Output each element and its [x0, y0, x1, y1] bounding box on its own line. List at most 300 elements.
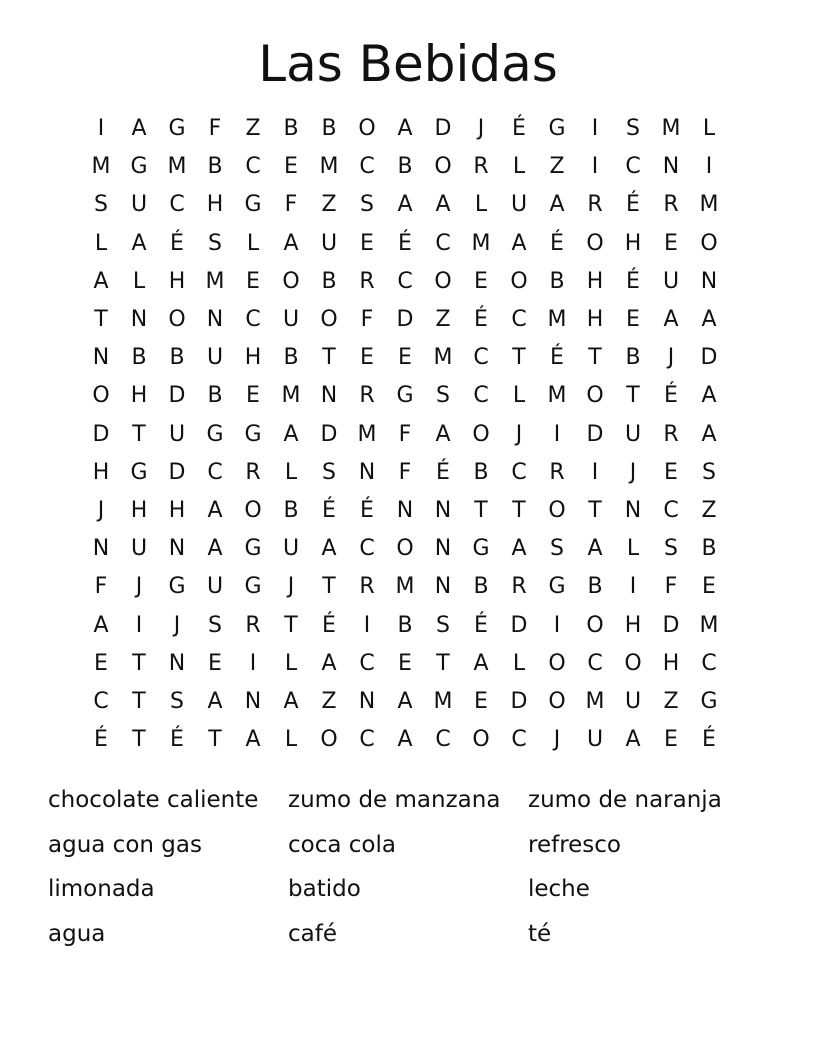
grid-letter: I	[591, 154, 599, 180]
grid-letter: J	[97, 497, 105, 523]
grid-letter: S	[702, 459, 716, 485]
grid-letter: I	[591, 116, 599, 142]
grid-letter: A	[207, 497, 223, 523]
grid-letter: L	[512, 154, 526, 180]
grid-letter: C	[511, 459, 527, 485]
word-list-item: batido	[288, 876, 361, 902]
grid-letter: E	[284, 154, 298, 180]
grid-letter: O	[396, 536, 414, 562]
grid-letter: A	[207, 688, 223, 714]
grid-letter: Z	[549, 154, 565, 180]
grid-letter: A	[473, 650, 489, 676]
grid-letter: O	[434, 268, 452, 294]
grid-letter: D	[434, 116, 452, 142]
grid-letter: L	[512, 650, 526, 676]
grid-letter: O	[510, 268, 528, 294]
grid-letter: B	[473, 459, 489, 485]
grid-letter: H	[130, 383, 148, 409]
grid-letter: A	[435, 192, 451, 218]
grid-letter: C	[245, 154, 261, 180]
grid-letter: A	[701, 383, 717, 409]
grid-letter: H	[244, 345, 262, 371]
grid-letter: M	[167, 154, 187, 180]
grid-letter: É	[170, 230, 184, 256]
grid-letter: O	[700, 230, 718, 256]
grid-letter: N	[206, 307, 224, 333]
grid-letter: O	[548, 497, 566, 523]
grid-letter: F	[284, 192, 298, 218]
grid-letter: A	[397, 192, 413, 218]
grid-letter: C	[169, 192, 185, 218]
grid-letter: A	[283, 688, 299, 714]
grid-letter: S	[626, 116, 640, 142]
grid-row	[82, 721, 728, 759]
grid-letter: É	[512, 116, 526, 142]
grid-letter: S	[436, 612, 450, 638]
grid-row	[82, 263, 728, 301]
grid-letter: Z	[321, 192, 337, 218]
grid-letter: E	[474, 268, 488, 294]
grid-letter: É	[626, 268, 640, 294]
grid-letter: U	[510, 192, 528, 218]
grid-letter: M	[395, 574, 415, 600]
grid-letter: A	[701, 421, 717, 447]
grid-letter: B	[625, 345, 641, 371]
grid-letter: É	[626, 192, 640, 218]
grid-letter: D	[510, 612, 528, 638]
grid-letter: U	[586, 727, 604, 753]
grid-letter: B	[131, 345, 147, 371]
grid-letter: E	[474, 688, 488, 714]
grid-row	[82, 186, 728, 224]
grid-letter: L	[132, 268, 146, 294]
grid-letter: C	[511, 307, 527, 333]
grid-letter: A	[701, 307, 717, 333]
grid-letter: O	[586, 612, 604, 638]
grid-letter: C	[93, 688, 109, 714]
grid-letter: S	[436, 383, 450, 409]
grid-letter: G	[130, 154, 148, 180]
grid-row	[82, 377, 728, 415]
grid-letter: F	[398, 421, 412, 447]
grid-letter: G	[396, 383, 414, 409]
grid-letter: R	[663, 421, 679, 447]
grid-letter: A	[435, 421, 451, 447]
grid-letter: G	[244, 574, 262, 600]
word-list-item: zumo de naranja	[528, 787, 722, 813]
grid-letter: É	[322, 497, 336, 523]
grid-letter: B	[283, 345, 299, 371]
grid-letter: R	[359, 574, 375, 600]
grid-letter: L	[474, 192, 488, 218]
grid-letter: I	[135, 612, 143, 638]
grid-letter: I	[553, 421, 561, 447]
grid-letter: A	[131, 116, 147, 142]
grid-letter: S	[664, 536, 678, 562]
grid-letter: N	[662, 154, 680, 180]
grid-letter: É	[322, 612, 336, 638]
grid-letter: U	[624, 421, 642, 447]
grid-letter: T	[208, 727, 222, 753]
grid-letter: N	[434, 536, 452, 562]
grid-letter: U	[168, 421, 186, 447]
grid-letter: N	[624, 497, 642, 523]
grid-letter: G	[168, 574, 186, 600]
grid-letter: B	[207, 383, 223, 409]
grid-letter: É	[436, 459, 450, 485]
grid-letter: L	[284, 459, 298, 485]
grid-letter: I	[363, 612, 371, 638]
grid-letter: É	[474, 612, 488, 638]
grid-letter: O	[358, 116, 376, 142]
grid-letter: C	[359, 727, 375, 753]
grid-letter: O	[586, 383, 604, 409]
grid-letter: D	[510, 688, 528, 714]
grid-letter: G	[548, 574, 566, 600]
grid-letter: C	[435, 727, 451, 753]
grid-row	[82, 301, 728, 339]
grid-letter: U	[206, 345, 224, 371]
grid-letter: B	[207, 154, 223, 180]
grid-letter: R	[245, 459, 261, 485]
grid-letter: I	[97, 116, 105, 142]
grid-letter: M	[205, 268, 225, 294]
grid-letter: J	[287, 574, 295, 600]
grid-letter: D	[396, 307, 414, 333]
grid-letter: M	[699, 612, 719, 638]
grid-letter: T	[94, 307, 108, 333]
grid-letter: N	[92, 345, 110, 371]
grid-letter: É	[360, 497, 374, 523]
grid-letter: T	[132, 650, 146, 676]
grid-letter: A	[321, 650, 337, 676]
grid-letter: H	[92, 459, 110, 485]
grid-letter: T	[512, 497, 526, 523]
grid-letter: G	[700, 688, 718, 714]
grid-letter: S	[170, 688, 184, 714]
grid-letter: F	[94, 574, 108, 600]
grid-letter: L	[284, 727, 298, 753]
grid-letter: T	[322, 345, 336, 371]
grid-letter: S	[94, 192, 108, 218]
grid-letter: A	[511, 536, 527, 562]
grid-letter: E	[360, 345, 374, 371]
grid-letter: D	[586, 421, 604, 447]
grid-letter: M	[433, 688, 453, 714]
grid-letter: C	[359, 650, 375, 676]
grid-letter: H	[168, 268, 186, 294]
grid-row	[82, 645, 728, 683]
grid-row	[82, 110, 728, 148]
grid-letter: N	[396, 497, 414, 523]
word-list-item: chocolate caliente	[48, 787, 259, 813]
grid-letter: R	[663, 192, 679, 218]
grid-letter: N	[130, 307, 148, 333]
grid-letter: R	[549, 459, 565, 485]
grid-row	[82, 225, 728, 263]
grid-letter: R	[245, 612, 261, 638]
grid-letter: R	[473, 154, 489, 180]
grid-letter: E	[664, 459, 678, 485]
grid-letter: H	[168, 497, 186, 523]
grid-letter: B	[549, 268, 565, 294]
grid-letter: A	[511, 230, 527, 256]
grid-letter: H	[624, 612, 642, 638]
grid-letter: B	[397, 154, 413, 180]
grid-letter: E	[94, 650, 108, 676]
grid-letter: M	[319, 154, 339, 180]
grid-letter: C	[435, 230, 451, 256]
grid-letter: M	[661, 116, 681, 142]
grid-letter: D	[92, 421, 110, 447]
grid-letter: H	[624, 230, 642, 256]
grid-letter: T	[436, 650, 450, 676]
grid-letter: L	[626, 536, 640, 562]
grid-letter: A	[207, 536, 223, 562]
grid-letter: S	[208, 612, 222, 638]
grid-letter: O	[472, 421, 490, 447]
grid-letter: É	[474, 307, 488, 333]
grid-letter: A	[245, 727, 261, 753]
grid-letter: S	[208, 230, 222, 256]
grid-row	[82, 606, 728, 644]
grid-letter: O	[282, 268, 300, 294]
grid-letter: A	[587, 536, 603, 562]
grid-letter: N	[358, 688, 376, 714]
grid-letter: M	[547, 383, 567, 409]
grid-letter: H	[206, 192, 224, 218]
grid-letter: T	[132, 421, 146, 447]
word-list-item: té	[528, 920, 552, 947]
grid-letter: H	[586, 307, 604, 333]
grid-letter: F	[398, 459, 412, 485]
grid-letter: É	[94, 727, 108, 753]
grid-letter: É	[702, 727, 716, 753]
word-list-item: agua	[48, 920, 106, 947]
grid-letter: F	[208, 116, 222, 142]
grid-letter: B	[169, 345, 185, 371]
grid-letter: C	[397, 268, 413, 294]
grid-letter: E	[208, 650, 222, 676]
grid-letter: J	[629, 459, 637, 485]
grid-letter: I	[553, 612, 561, 638]
grid-letter: G	[168, 116, 186, 142]
word-list-item: coca cola	[288, 831, 396, 858]
grid-letter: A	[549, 192, 565, 218]
grid-letter: C	[587, 650, 603, 676]
grid-letter: E	[246, 383, 260, 409]
grid-letter: A	[283, 230, 299, 256]
grid-letter: N	[434, 497, 452, 523]
grid-letter: G	[130, 459, 148, 485]
grid-letter: A	[625, 727, 641, 753]
grid-letter: O	[244, 497, 262, 523]
grid-letter: E	[626, 307, 640, 333]
grid-letter: I	[705, 154, 713, 180]
grid-letter: L	[94, 230, 108, 256]
grid-letter: C	[359, 536, 375, 562]
grid-letter: N	[700, 268, 718, 294]
grid-letter: G	[244, 421, 262, 447]
grid-letter: U	[320, 230, 338, 256]
word-list	[48, 778, 768, 956]
grid-letter: O	[320, 307, 338, 333]
letter-grid	[82, 110, 728, 759]
grid-letter: N	[168, 536, 186, 562]
grid-letter: E	[702, 574, 716, 600]
grid-row	[82, 530, 728, 568]
grid-letter: J	[135, 574, 143, 600]
grid-letter: É	[550, 345, 564, 371]
grid-letter: A	[397, 727, 413, 753]
grid-letter: T	[588, 497, 602, 523]
grid-letter: C	[207, 459, 223, 485]
grid-letter: A	[131, 230, 147, 256]
grid-letter: J	[553, 727, 561, 753]
grid-letter: L	[284, 650, 298, 676]
grid-letter: N	[358, 459, 376, 485]
grid-letter: D	[662, 612, 680, 638]
grid-letter: J	[667, 345, 675, 371]
grid-row	[82, 339, 728, 377]
grid-letter: T	[474, 497, 488, 523]
grid-letter: S	[550, 536, 564, 562]
grid-letter: F	[664, 574, 678, 600]
grid-letter: H	[586, 268, 604, 294]
grid-letter: L	[702, 116, 716, 142]
grid-letter: E	[398, 345, 412, 371]
grid-letter: É	[398, 230, 412, 256]
grid-letter: U	[282, 307, 300, 333]
grid-letter: D	[168, 383, 186, 409]
word-list-item: leche	[528, 876, 590, 902]
grid-letter: O	[168, 307, 186, 333]
grid-letter: B	[473, 574, 489, 600]
grid-letter: G	[206, 421, 224, 447]
grid-letter: Z	[663, 688, 679, 714]
grid-letter: M	[547, 307, 567, 333]
grid-row	[82, 492, 728, 530]
grid-letter: Z	[701, 497, 717, 523]
grid-letter: S	[360, 192, 374, 218]
grid-row	[82, 683, 728, 721]
grid-letter: B	[397, 612, 413, 638]
grid-letter: M	[699, 192, 719, 218]
grid-letter: F	[360, 307, 374, 333]
grid-letter: J	[515, 421, 523, 447]
grid-letter: U	[206, 574, 224, 600]
grid-letter: O	[472, 727, 490, 753]
word-list-item: refresco	[528, 831, 621, 858]
grid-letter: S	[322, 459, 336, 485]
grid-letter: G	[244, 536, 262, 562]
grid-letter: C	[359, 154, 375, 180]
grid-letter: A	[321, 536, 337, 562]
grid-letter: E	[246, 268, 260, 294]
grid-letter: I	[591, 459, 599, 485]
grid-letter: A	[397, 688, 413, 714]
grid-letter: C	[625, 154, 641, 180]
grid-letter: T	[132, 688, 146, 714]
grid-letter: C	[245, 307, 261, 333]
word-list-item: agua con gas	[48, 831, 202, 858]
grid-letter: O	[586, 230, 604, 256]
grid-letter: B	[587, 574, 603, 600]
grid-letter: R	[359, 383, 375, 409]
grid-letter: Z	[435, 307, 451, 333]
grid-letter: C	[473, 345, 489, 371]
grid-letter: U	[624, 688, 642, 714]
grid-letter: L	[512, 383, 526, 409]
grid-letter: C	[663, 497, 679, 523]
grid-letter: M	[433, 345, 453, 371]
grid-letter: E	[398, 650, 412, 676]
grid-letter: E	[664, 727, 678, 753]
grid-letter: A	[93, 612, 109, 638]
grid-letter: G	[548, 116, 566, 142]
grid-letter: H	[662, 650, 680, 676]
grid-letter: N	[168, 650, 186, 676]
grid-letter: T	[132, 727, 146, 753]
grid-letter: É	[664, 383, 678, 409]
grid-letter: B	[283, 497, 299, 523]
grid-letter: B	[701, 536, 717, 562]
grid-letter: M	[357, 421, 377, 447]
grid-letter: O	[548, 688, 566, 714]
grid-letter: D	[700, 345, 718, 371]
grid-letter: A	[663, 307, 679, 333]
grid-letter: T	[626, 383, 640, 409]
grid-letter: O	[548, 650, 566, 676]
grid-letter: O	[434, 154, 452, 180]
grid-letter: G	[244, 192, 262, 218]
grid-letter: N	[434, 574, 452, 600]
grid-letter: U	[130, 192, 148, 218]
grid-letter: N	[244, 688, 262, 714]
grid-letter: B	[283, 116, 299, 142]
word-list-item: café	[288, 920, 337, 947]
grid-letter: T	[322, 574, 336, 600]
word-list-item: zumo de manzana	[288, 787, 501, 813]
grid-letter: U	[130, 536, 148, 562]
grid-letter: D	[320, 421, 338, 447]
grid-letter: N	[320, 383, 338, 409]
grid-letter: C	[701, 650, 717, 676]
grid-letter: E	[360, 230, 374, 256]
grid-letter: Z	[321, 688, 337, 714]
grid-row	[82, 148, 728, 186]
grid-row	[82, 416, 728, 454]
grid-letter: U	[662, 268, 680, 294]
grid-letter: O	[320, 727, 338, 753]
grid-letter: G	[472, 536, 490, 562]
grid-letter: É	[170, 727, 184, 753]
grid-letter: O	[92, 383, 110, 409]
grid-letter: A	[397, 116, 413, 142]
grid-letter: T	[512, 345, 526, 371]
grid-letter: O	[624, 650, 642, 676]
grid-letter: C	[473, 383, 489, 409]
grid-letter: B	[321, 116, 337, 142]
grid-letter: U	[282, 536, 300, 562]
grid-letter: M	[585, 688, 605, 714]
grid-letter: Z	[245, 116, 261, 142]
grid-letter: H	[130, 497, 148, 523]
grid-letter: J	[477, 116, 485, 142]
grid-letter: E	[664, 230, 678, 256]
grid-letter: C	[511, 727, 527, 753]
grid-letter: R	[587, 192, 603, 218]
